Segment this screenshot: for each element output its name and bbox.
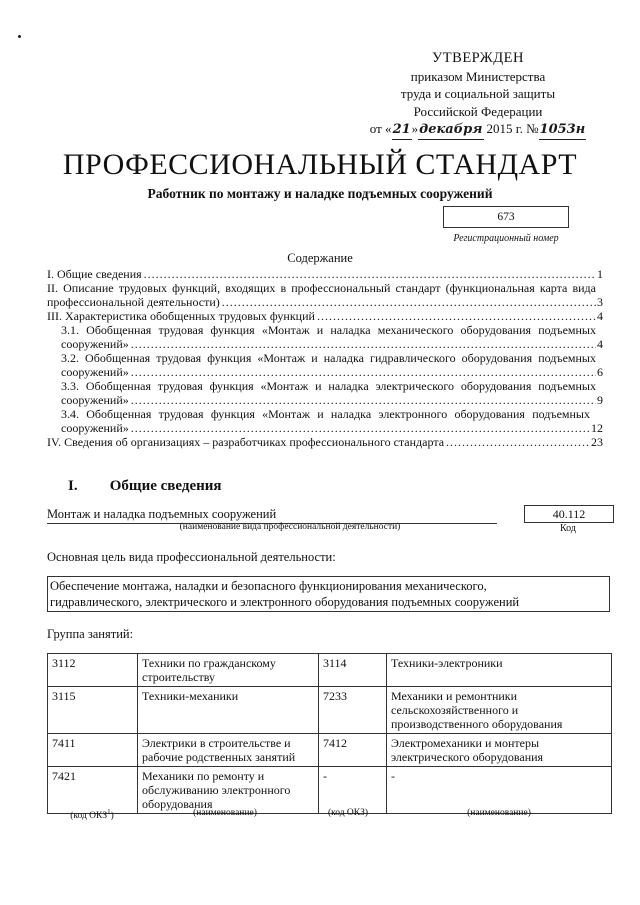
- approval-order-line: [369, 120, 586, 140]
- document-subtitle: Работник по монтажу и наладке подъемных сооружений: [147, 186, 493, 201]
- approval-block: [369, 50, 586, 140]
- registration-number-box: 673: [443, 206, 569, 228]
- occupation-table: [47, 653, 612, 814]
- activity-code-box: 40.112: [524, 505, 614, 523]
- occupation-group-label: Группа занятий:: [47, 627, 134, 641]
- order-day-handwritten: 21: [392, 121, 412, 140]
- occupation-name-cell: Электромеханики и монтеры электрического оборудования: [387, 734, 612, 767]
- toc-entry-page: 6: [597, 365, 603, 379]
- order-year: 2015 г. №: [486, 121, 539, 136]
- caption-okz-code-1: (код ОКЗ$^1$): [70, 808, 114, 822]
- table-row: [48, 654, 612, 687]
- approval-heading: УТВЕРЖДЕН: [432, 50, 524, 66]
- goal-box: [47, 576, 610, 612]
- toc-entry[interactable]: [47, 435, 603, 449]
- toc-entry[interactable]: [47, 267, 603, 281]
- toc-entry-page: 4: [597, 309, 603, 323]
- toc-entry-page: 1: [597, 267, 603, 281]
- activity-code-caption: Код: [560, 523, 576, 534]
- toc-entry-page: 4: [597, 337, 603, 351]
- section-title: Общие сведения: [109, 478, 222, 494]
- approval-line-1: приказом Министерства: [410, 68, 546, 84]
- occupation-name-cell: -: [387, 767, 612, 814]
- document-title: ПРОФЕССИОНАЛЬНЫЙ СТАНДАРТ: [62, 148, 578, 181]
- order-mid: »: [411, 121, 419, 136]
- toc-entry[interactable]: [47, 309, 603, 323]
- occupation-name-cell: Механики по ремонту и обслуживанию электронного оборудования: [138, 767, 319, 814]
- registration-number-label: Регистрационный номер: [453, 233, 559, 244]
- approval-line-2: труда и социальной защиты: [400, 86, 556, 101]
- goal-label: Основная цель вида профессиональной деятельности:: [47, 550, 336, 564]
- caption-occupation-name-1: (наименование): [193, 808, 257, 818]
- okz-code-cell: 7233: [319, 687, 387, 734]
- occupation-name-cell: Техники-электроники: [387, 654, 612, 687]
- toc-entry-text: IV. Сведения об организациях – разработчиках профессионального стандарта .....: [47, 435, 590, 449]
- section-number: I.: [68, 478, 78, 494]
- toc-entry-text: 3.1. Обобщенная трудовая функция «Монтаж и наладка механического оборудования подъемных сооружений» .....: [61, 323, 596, 351]
- goal-line-2: гидравлического, электрического и электронного оборудования подъемных сооружений: [50, 594, 520, 609]
- toc-entry-page: 9: [597, 393, 603, 407]
- table-of-contents: [47, 267, 603, 449]
- caption-occupation-name-2: (наименование): [467, 808, 531, 818]
- approval-line-3: Российской Федерации: [413, 103, 543, 119]
- occupation-name-cell: Техники-механики: [138, 687, 319, 734]
- toc-entry-page: 3: [597, 295, 603, 309]
- table-row: [48, 734, 612, 767]
- okz-code-cell: -: [319, 767, 387, 814]
- table-row: [48, 767, 612, 814]
- okz-code-cell: 7421: [48, 767, 138, 814]
- okz-code-cell: 3112: [48, 654, 138, 687]
- toc-entry-text: I. Общие сведения .....: [47, 267, 596, 281]
- goal-line-1: Обеспечение монтажа, наладки и безопасного функционирования механического,: [50, 579, 487, 593]
- occupation-name-cell: Механики и ремонтники сельскохозяйственного и производственного оборудования: [387, 687, 612, 734]
- toc-title: Содержание: [287, 251, 353, 265]
- toc-entry-text: 3.4. Обобщенная трудовая функция «Монтаж и наладка электронного оборудования подъемных сооружений» .....: [61, 407, 590, 435]
- occupation-name-cell: Техники по гражданскому строительству: [138, 654, 319, 687]
- toc-entry[interactable]: [47, 281, 603, 309]
- okz-code-cell: 7412: [319, 734, 387, 767]
- order-number-handwritten: 1053н: [539, 121, 587, 140]
- toc-entry[interactable]: [47, 351, 603, 379]
- order-month-handwritten: декабря: [418, 121, 483, 140]
- scan-speck: [18, 35, 21, 38]
- toc-entry[interactable]: [47, 407, 603, 435]
- occupation-name-cell: Электрики в строительстве и рабочие родственных занятий: [138, 734, 319, 767]
- table-row: [48, 687, 612, 734]
- okz-code-cell: 7411: [48, 734, 138, 767]
- toc-entry-page: 23: [591, 435, 603, 449]
- okz-code-cell: 3115: [48, 687, 138, 734]
- toc-entry-text: 3.2. Обобщенная трудовая функция «Монтаж и наладка гидравлического оборудования подъемных сооружений» .....: [61, 351, 596, 379]
- toc-entry-text: III. Характеристика обобщенных трудовых функций .....: [47, 309, 596, 323]
- toc-entry[interactable]: [47, 379, 603, 407]
- activity-name: Монтаж и наладка подъемных сооружений: [47, 507, 497, 524]
- activity-caption: (наименование вида профессиональной деятельности): [179, 522, 401, 532]
- caption-okz-code-2: (код ОКЗ): [327, 808, 369, 818]
- toc-entry-text: II. Описание трудовых функций, входящих в профессиональный стандарт (функциональная карта вида профессиональной деятельности) .....: [47, 281, 596, 309]
- section-heading: [68, 478, 222, 495]
- toc-entry-page: 12: [591, 421, 603, 435]
- toc-entry-text: 3.3. Обобщенная трудовая функция «Монтаж и наладка электрического оборудования подъемных сооружений» .....: [61, 379, 596, 407]
- okz-code-cell: 3114: [319, 654, 387, 687]
- toc-entry[interactable]: [47, 323, 603, 351]
- order-prefix: от «: [369, 121, 392, 136]
